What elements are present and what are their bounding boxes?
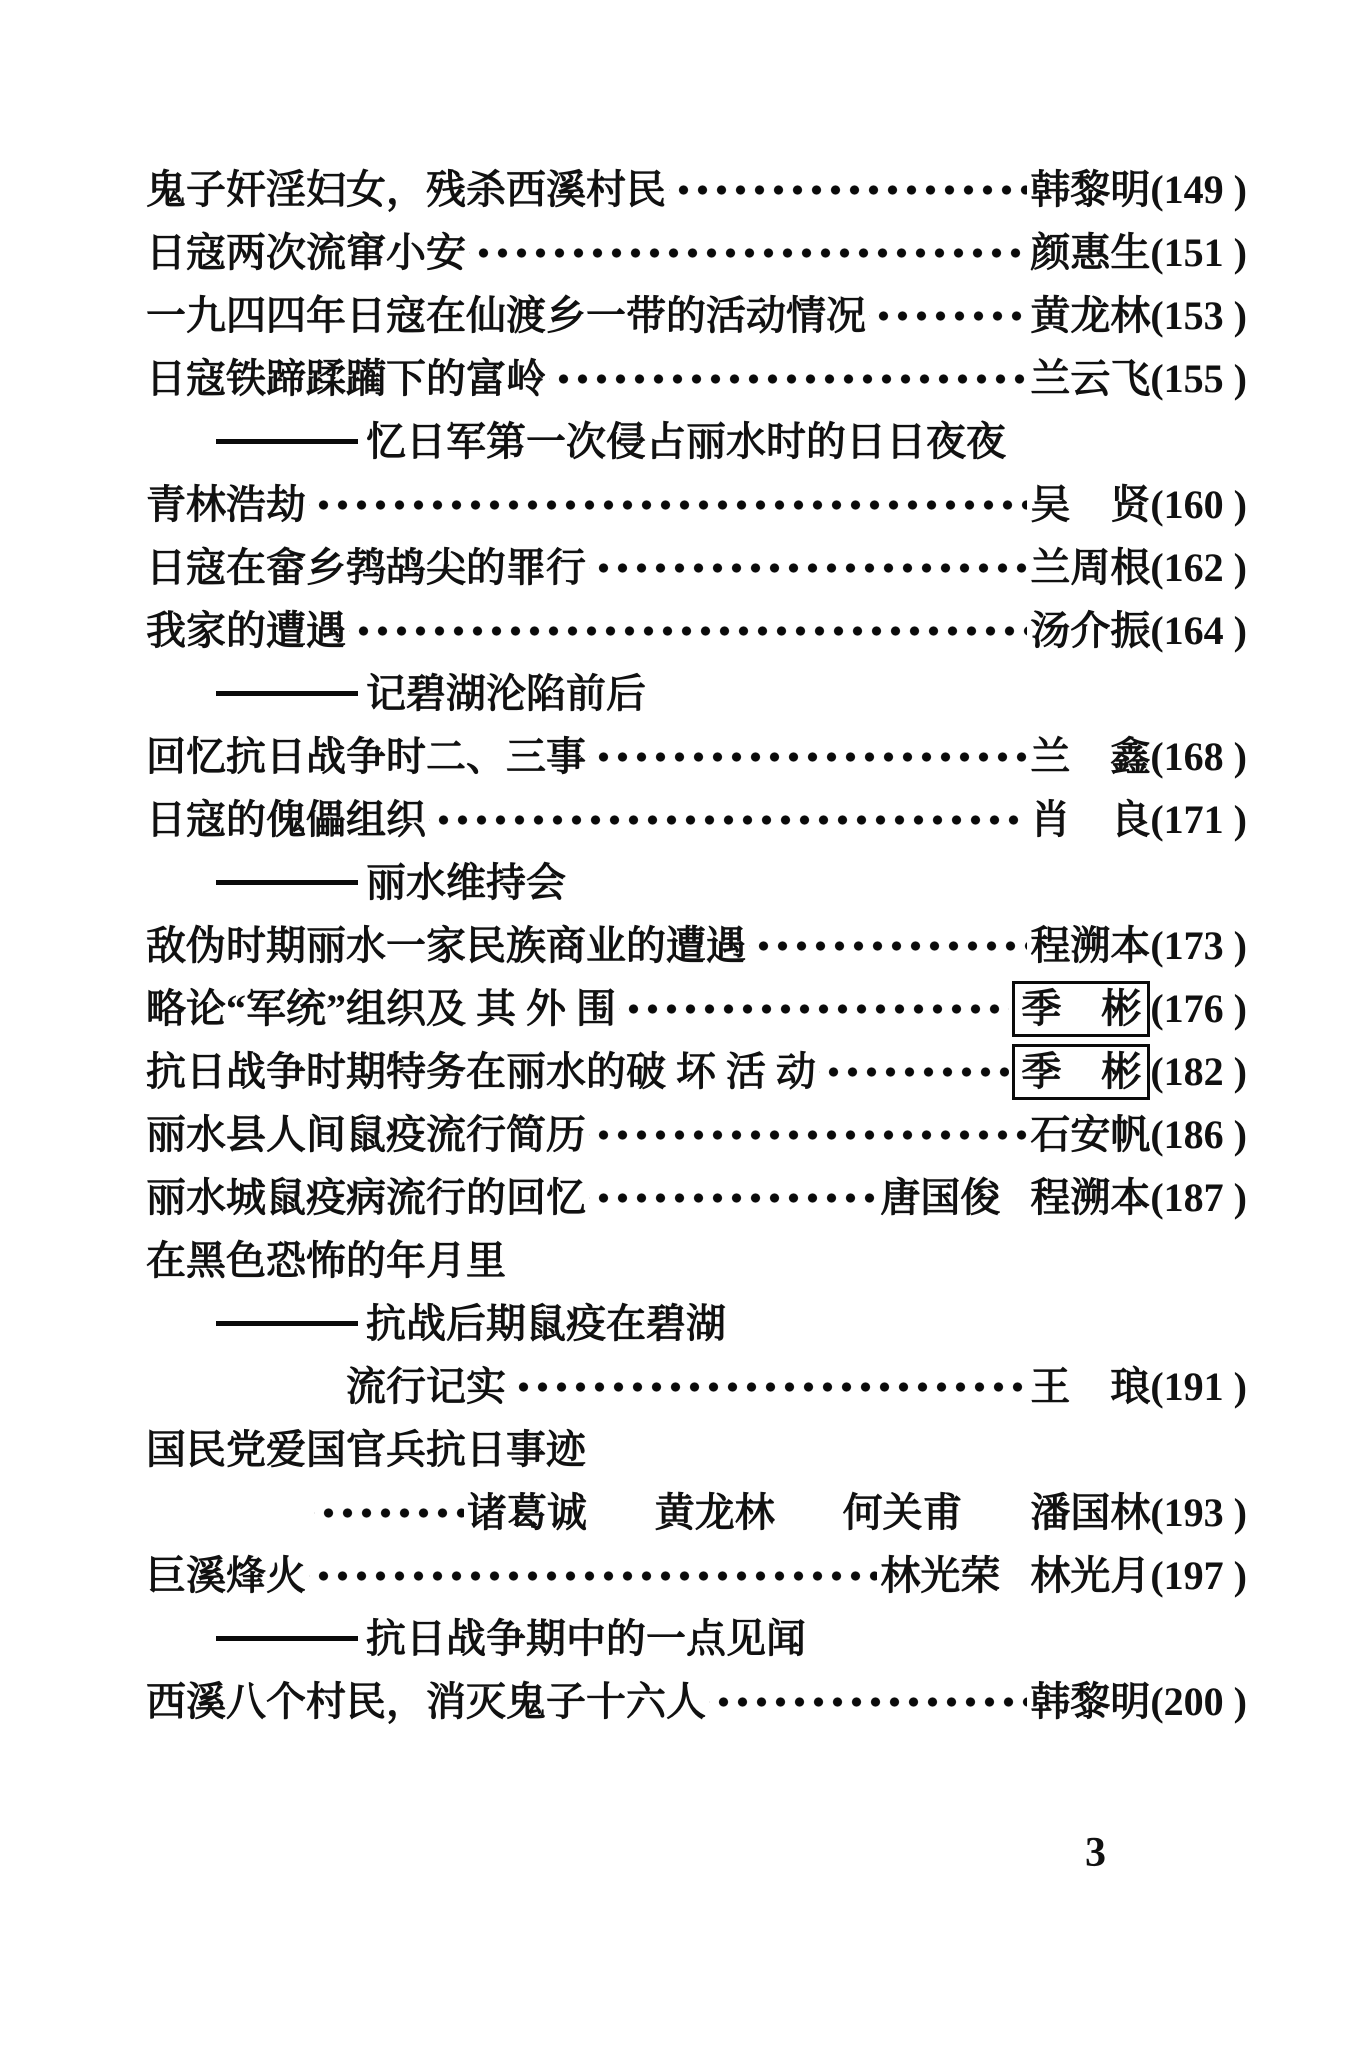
dotted-leader [819,1052,1009,1092]
toc-entry [146,725,1247,788]
toc-subtitle [146,410,1247,473]
dotted-leader [469,233,1027,273]
entry-page: (191 ) [1150,1364,1247,1409]
entry-title: 巨溪烽火 [146,1553,306,1598]
toc-entry [146,347,1247,410]
em-dash-rule [216,880,358,885]
section-title: 国民党爱国官兵抗日事迹 [146,1427,586,1472]
toc-entry [146,788,1247,851]
entry-title: 丽水县人间鼠疫流行简历 [146,1112,586,1157]
subtitle-text: 忆日军第一次侵占丽水时的日日夜夜 [366,419,1006,464]
toc-subtitle [146,851,1247,914]
toc-entry [146,599,1247,662]
dotted-leader [709,1682,1027,1722]
entry-page: (162 ) [1150,545,1247,590]
entry-page: (186 ) [1150,1112,1247,1157]
dotted-leader [749,926,1027,966]
entry-authors: 颜惠生 [1030,230,1151,275]
dotted-leader [589,737,1027,777]
entry-title: 我家的遭遇 [146,608,346,653]
dotted-leader [669,170,1027,210]
toc-entry [146,536,1247,599]
entry-author: 何关甫 [842,1490,963,1535]
entry-page: (168 ) [1150,734,1247,779]
entry-authors: 黄龙林 [1030,293,1151,338]
entry-page: (153 ) [1150,293,1247,338]
toc-entry [146,977,1247,1040]
toc-entry [146,1670,1247,1733]
toc-entry-indented [146,1355,1247,1418]
toc-subtitle [146,1292,1247,1355]
entry-authors: 汤介振 [1030,608,1151,653]
entry-title: 日寇铁蹄蹂躏下的富岭 [146,356,546,401]
entry-page: (164 ) [1150,608,1247,653]
entry-page: (155 ) [1150,356,1247,401]
entry-page: (173 ) [1150,923,1247,968]
entry-page: (149 ) [1150,167,1247,212]
entry-authors: 石安帆 [1030,1112,1151,1157]
entry-author: 黄龙林 [654,1490,775,1535]
entry-title: 一九四四年日寇在仙渡乡一带的活动情况 [146,293,866,338]
toc-entry [146,158,1247,221]
entry-author-page [1030,1481,1247,1544]
toc-entry [146,914,1247,977]
section-title: 在黑色恐怖的年月里 [146,1238,506,1283]
entry-title: 鬼子奸淫妇女，残杀西溪村民 [146,167,666,212]
entry-title: 日寇两次流窜小安 [146,230,466,275]
entry-title: 日寇的傀儡组织 [146,797,426,842]
entry-authors: 唐国俊 程溯本 [880,1175,1151,1220]
entry-author: 诸葛诚 [467,1490,587,1535]
entry-authors: 韩黎明 [1030,167,1151,212]
dotted-leader [619,989,1009,1029]
dotted-leader [869,296,1027,336]
toc-entry [146,1040,1247,1103]
em-dash-rule [216,691,358,696]
entry-authors: 肖 良 [1030,797,1151,842]
entry-page: (187 ) [1150,1175,1247,1220]
subtitle-text: 记碧湖沦陷前后 [366,671,646,716]
entry-authors: 兰云飞 [1030,356,1151,401]
subtitle-text: 抗日战争期中的一点见闻 [366,1616,806,1661]
toc-entry [146,1544,1247,1607]
entry-title: 回忆抗日战争时二、三事 [146,734,586,779]
dotted-leader [309,485,1027,525]
entry-page: (193 ) [1150,1490,1247,1535]
entry-authors-boxed: 季 彬 [1012,981,1150,1037]
entry-authors-boxed: 季 彬 [1012,1044,1150,1100]
entry-title: 青林浩劫 [146,482,306,527]
entry-page: (176 ) [1150,986,1247,1031]
toc-authors-continuation [146,1481,1247,1544]
dotted-leader [589,1178,877,1218]
toc-list [146,158,1247,1733]
subtitle-text: 丽水维持会 [366,860,566,905]
toc-subtitle [146,1607,1247,1670]
entry-authors: 程溯本 [1030,923,1151,968]
entry-page: (200 ) [1150,1679,1247,1724]
entry-page: (171 ) [1150,797,1247,842]
dotted-leader [309,1556,877,1596]
subtitle-text: 抗战后期鼠疫在碧湖 [366,1301,726,1346]
entry-page: (182 ) [1150,1049,1247,1094]
toc-entry [146,1103,1247,1166]
author-group [467,1481,1247,1544]
toc-entry [146,1166,1247,1229]
entry-authors: 韩黎明 [1030,1679,1151,1724]
toc-entry [146,221,1247,284]
toc-section-heading [146,1229,1247,1292]
em-dash-rule [216,1636,358,1641]
toc-entry [146,473,1247,536]
entry-authors: 兰周根 [1030,545,1151,590]
dotted-leader [589,1115,1027,1155]
em-dash-rule [216,439,358,444]
entry-title: 略论“军统”组织及 其 外 围 [146,986,616,1031]
dotted-leader [349,611,1027,651]
dotted-leader [314,1493,464,1533]
entry-title: 敌伪时期丽水一家民族商业的遭遇 [146,923,746,968]
em-dash-rule [216,1321,358,1326]
entry-title: 流行记实 [346,1364,506,1409]
toc-section-heading [146,1418,1247,1481]
entry-authors: 林光荣 林光月 [880,1553,1151,1598]
entry-page: (151 ) [1150,230,1247,275]
entry-title: 西溪八个村民，消灭鬼子十六人 [146,1679,706,1724]
entry-title: 日寇在畲乡鹁鸪尖的罪行 [146,545,586,590]
entry-title: 抗日战争时期特务在丽水的破 坏 活 动 [146,1049,816,1094]
entry-authors: 王 琅 [1030,1364,1151,1409]
toc-entry [146,284,1247,347]
dotted-leader [549,359,1027,399]
dotted-leader [589,548,1027,588]
toc-subtitle [146,662,1247,725]
entry-author: 潘国林 [1030,1490,1151,1535]
dotted-leader [429,800,1027,840]
entry-title: 丽水城鼠疫病流行的回忆 [146,1175,586,1220]
entry-page: (197 ) [1150,1553,1247,1598]
entry-authors: 兰 鑫 [1030,734,1151,779]
dotted-leader [509,1367,1027,1407]
entry-authors: 吴 贤 [1030,482,1151,527]
page-number: 3 [1085,1830,1106,1876]
entry-page: (160 ) [1150,482,1247,527]
